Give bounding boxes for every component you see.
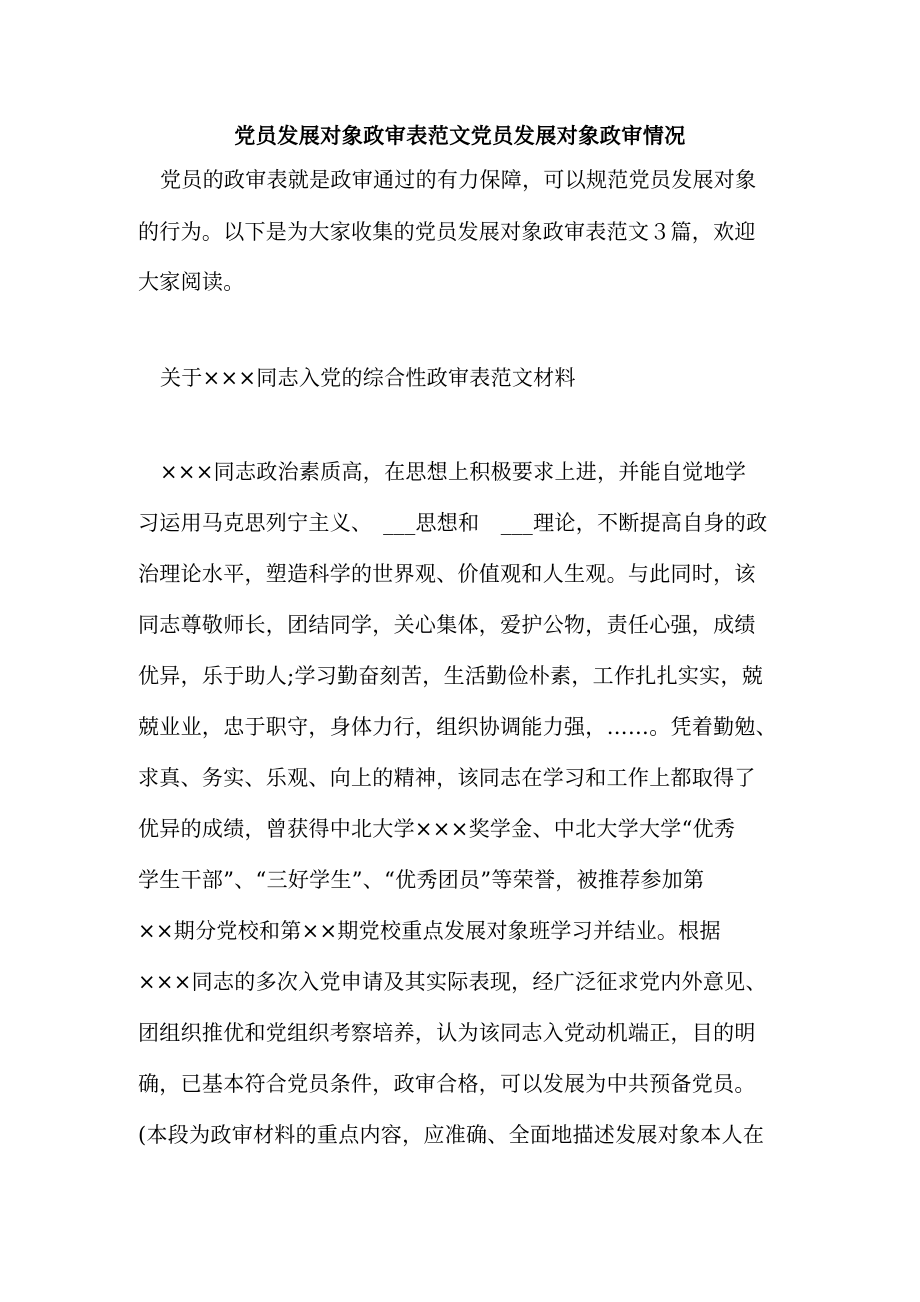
body-line: 治理论水平，塑造科学的世界观、价值观和人生观。与此同时，该 <box>138 562 756 586</box>
body-line: ××期分党校和第××期党校重点发展对象班学习并结业。根据 <box>138 919 721 943</box>
body-line: 求真、务实、乐观、向上的精神，该同志在学习和工作上都取得了 <box>138 766 756 790</box>
body-line: ×××同志的多次入党申请及其实际表现，经广泛征求党内外意见、 <box>138 970 767 994</box>
section-heading: 关于×××同志入党的综合性政审表范文材料 <box>160 366 576 390</box>
body-line: 习运用马克思列宁主义、 ___思想和 ___理论，不断提高自身的政 <box>138 511 768 535</box>
intro-line: 大家阅读。 <box>138 270 245 294</box>
body-line: 兢业业，忠于职守，身体力行，组织协调能力强，……。凭着勤勉、 <box>138 715 777 739</box>
body-line: 同志尊敬师长，团结同学，关心集体，爱护公物，责任心强，成绩 <box>138 613 756 637</box>
document-title: 党员发展对象政审表范文党员发展对象政审情况 <box>234 123 686 148</box>
body-line: 确，已基本符合党员条件，政审合格，可以发展为中共预备党员。 <box>138 1072 756 1096</box>
intro-line: 的行为。以下是为大家收集的党员发展对象政审表范文３篇，欢迎 <box>138 220 756 244</box>
body-line: 团组织推优和党组织考察培养，认为该同志入党动机端正，目的明 <box>138 1021 756 1045</box>
body-line: (本段为政审材料的重点内容，应准确、全面地描述发展对象本人在 <box>138 1123 765 1147</box>
body-line: ×××同志政治素质高，在思想上积极要求上进，并能自觉地学 <box>160 460 747 484</box>
body-line: 优异的成绩，曾获得中北大学×××奖学金、中北大学大学“优秀 <box>138 817 736 841</box>
body-line: 优异，乐于助人;学习勤奋刻苦，生活勤俭朴素，工作扎扎实实，兢 <box>138 664 764 688</box>
intro-line: 党员的政审表就是政审通过的有力保障，可以规范党员发展对象 <box>160 168 757 192</box>
body-line: 学生干部”、“三好学生”、“优秀团员”等荣誉，被推荐参加第 <box>138 868 705 892</box>
